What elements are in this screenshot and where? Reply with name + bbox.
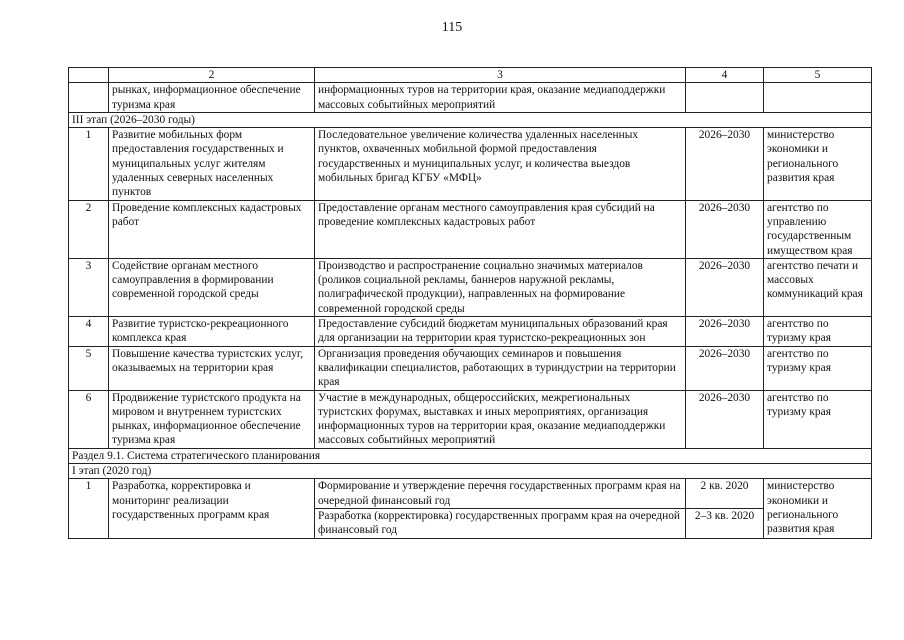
row-responsible: агентство по туризму края: [764, 317, 872, 347]
row-description: Разработка (корректировка) государственных программ края на очередной финансовый год: [315, 508, 686, 538]
row-description: Последовательное увеличение количества удаленных населенных пунктов, охваченных мобильной формой предоставления государственных и муниципальных услуг, и количества выездов мобильных бригад КГБУ «МФЦ»: [315, 128, 686, 200]
continuation-description-cell: информационных туров на территории края, оказание медиаподдержки массовых событийных мероприятий: [315, 83, 686, 113]
header-cell-2: 2: [109, 68, 315, 83]
row-period: 2026–2030: [686, 200, 764, 258]
continuation-measure-cell: рынках, информационное обеспечение туризма края: [109, 83, 315, 113]
header-cell-1: [69, 68, 109, 83]
row-description: Предоставление субсидий бюджетам муниципальных образований края для организации на территории края туристско-рекреационных зон: [315, 317, 686, 347]
row-number: 1: [69, 479, 109, 538]
stage-heading: III этап (2026–2030 годы): [69, 112, 872, 127]
row-number: 2: [69, 200, 109, 258]
row-responsible: агентство по туризму края: [764, 390, 872, 448]
row-number: 1: [69, 128, 109, 200]
row-description: Участие в международных, общероссийских, межрегиональных туристских форумах, выставках и иных мероприятиях, организация информационных туров на территории края, оказание медиаподдержки массовых событийных мероприятий: [315, 390, 686, 448]
row-responsible: агентство по управлению государственным имуществом края: [764, 200, 872, 258]
row-period: 2026–2030: [686, 390, 764, 448]
table-row: [69, 390, 872, 448]
table-row: [69, 479, 872, 509]
row-measure: Развитие туристско-рекреационного комплекса края: [109, 317, 315, 347]
row-number: 3: [69, 258, 109, 316]
row-responsible: агентство по туризму края: [764, 346, 872, 390]
table-row: [69, 128, 872, 200]
row-description: Предоставление органам местного самоуправления края субсидий на проведение комплексных кадастровых работ: [315, 200, 686, 258]
header-row: [69, 68, 872, 83]
row-period: 2026–2030: [686, 346, 764, 390]
row-measure: Развитие мобильных форм предоставления государственных и муниципальных услуг жителям удаленных северных населенных пунктов: [109, 128, 315, 200]
row-description: Формирование и утверждение перечня государственных программ края на очередной финансовый год: [315, 479, 686, 509]
header-cell-3: 3: [315, 68, 686, 83]
row-period: 2 кв. 2020: [686, 479, 764, 509]
header-cell-4: 4: [686, 68, 764, 83]
row-measure: Повышение качества туристских услуг, оказываемых на территории края: [109, 346, 315, 390]
row-responsible: министерство экономики и регионального развития края: [764, 479, 872, 538]
row-description: Производство и распространение социально значимых материалов (роликов социальной рекламы, баннеров наружной рекламы, полиграфической продукции), направленных на формирование современной городской среды: [315, 258, 686, 316]
row-period: 2026–2030: [686, 128, 764, 200]
table-row: [69, 200, 872, 258]
row-description: Организация проведения обучающих семинаров и повышения квалификации специалистов, работающих в туриндустрии на территории края: [315, 346, 686, 390]
table-row: [69, 258, 872, 316]
row-measure: Содействие органам местного самоуправления в формировании современной городской среды: [109, 258, 315, 316]
continuation-period-cell: [686, 83, 764, 113]
stage-heading: I этап (2020 год): [69, 464, 872, 479]
stage-heading-row: [69, 464, 872, 479]
table-row: [69, 317, 872, 347]
continuation-responsible-cell: [764, 83, 872, 113]
row-responsible: агентство печати и массовых коммуникаций края: [764, 258, 872, 316]
row-period: 2026–2030: [686, 258, 764, 316]
row-number: 5: [69, 346, 109, 390]
row-responsible: министерство экономики и регионального развития края: [764, 128, 872, 200]
section-heading: Раздел 9.1. Система стратегического планирования: [69, 448, 872, 463]
row-number: 4: [69, 317, 109, 347]
header-cell-5: 5: [764, 68, 872, 83]
row-number: 6: [69, 390, 109, 448]
section-heading-row: [69, 448, 872, 463]
row-measure: Продвижение туристского продукта на мировом и внутреннем туристских рынках, информационное обеспечение туризма края: [109, 390, 315, 448]
table-row: [69, 346, 872, 390]
row-period: 2–3 кв. 2020: [686, 508, 764, 538]
continuation-num-cell: [69, 83, 109, 113]
measures-table: [68, 67, 872, 539]
continuation-row: [69, 83, 872, 113]
row-measure: Проведение комплексных кадастровых работ: [109, 200, 315, 258]
row-period: 2026–2030: [686, 317, 764, 347]
stage-heading-row: [69, 112, 872, 127]
row-measure: Разработка, корректировка и мониторинг реализации государственных программ края: [109, 479, 315, 538]
page-number: 115: [441, 20, 463, 35]
